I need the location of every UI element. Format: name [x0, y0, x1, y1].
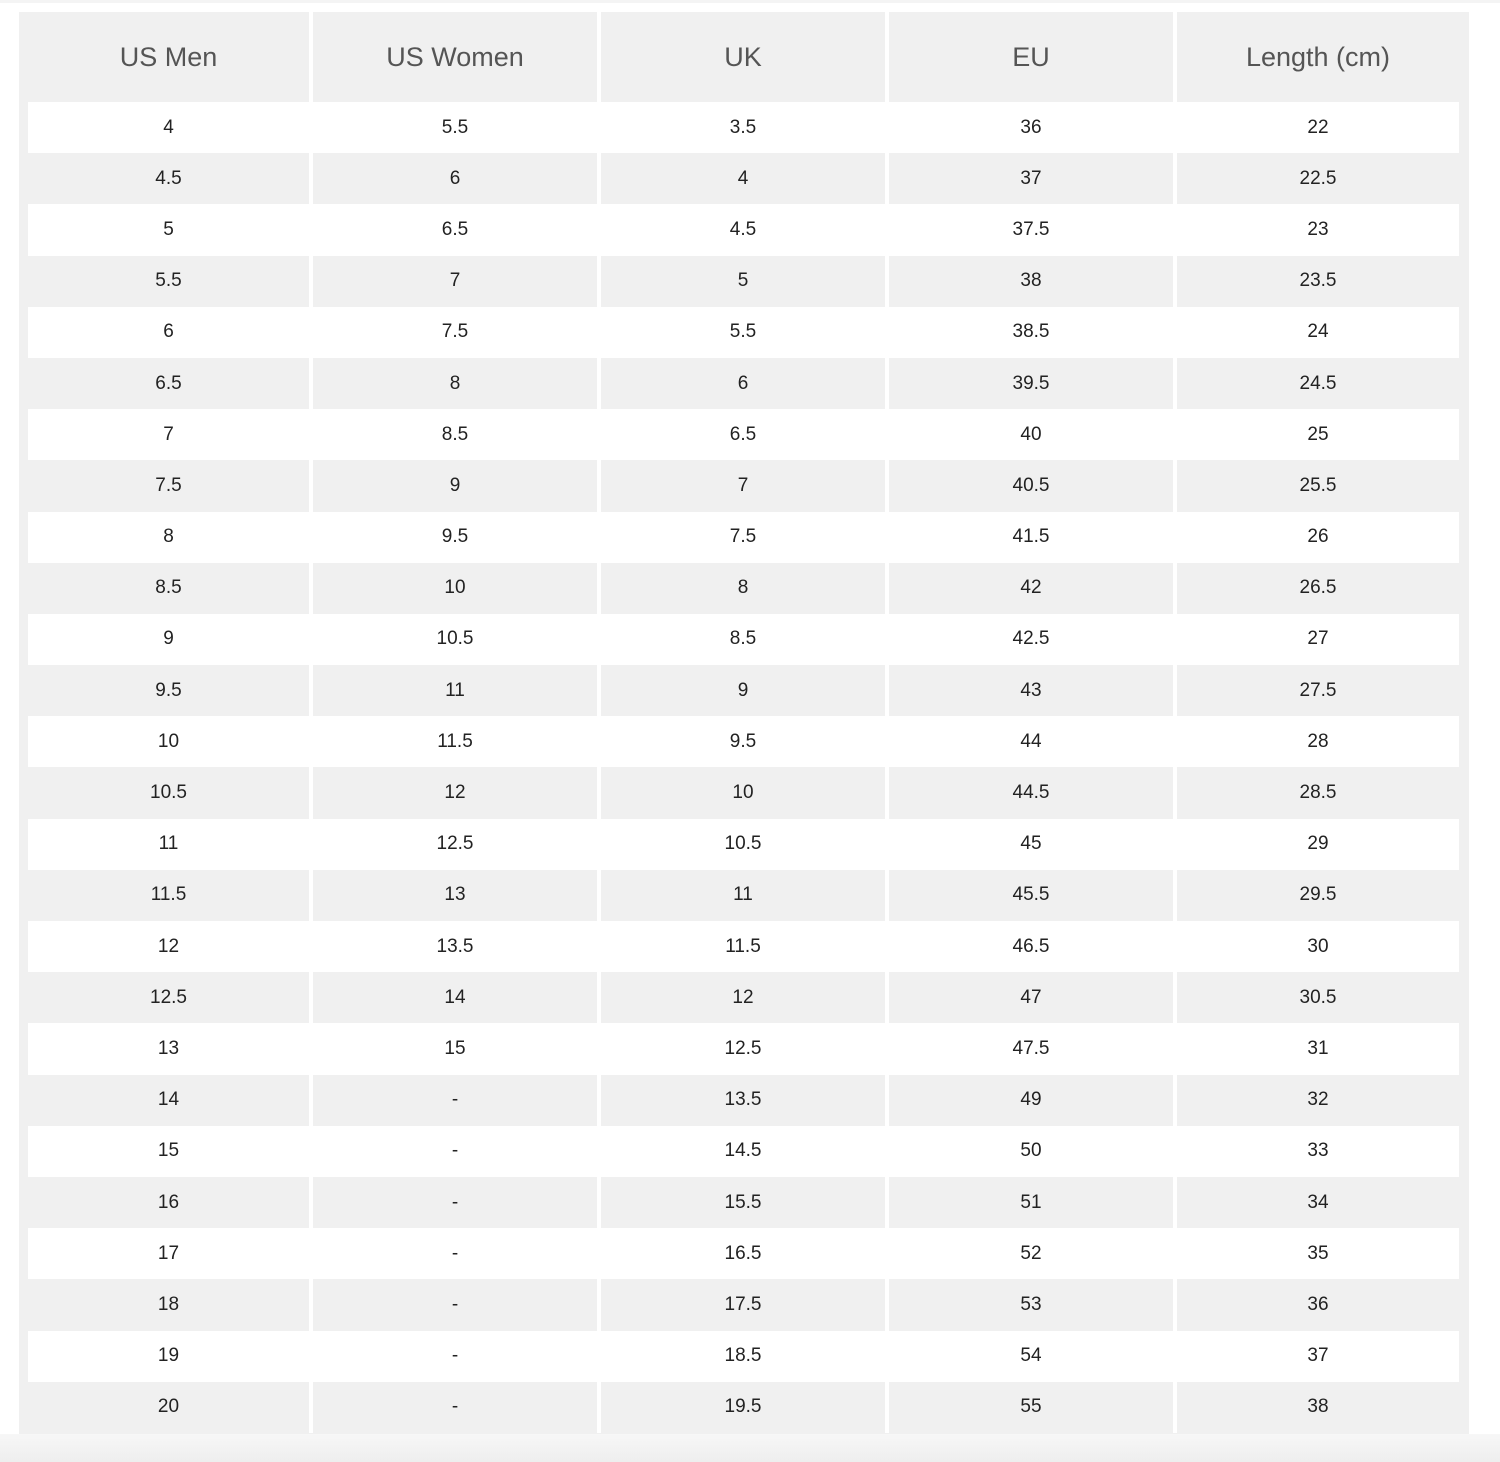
cell-us-women: 8: [313, 358, 601, 409]
cell-us-women: -: [313, 1331, 601, 1382]
cell-eu: 45.5: [889, 870, 1177, 921]
table-row: [28, 716, 1459, 767]
cell-eu: 38: [889, 256, 1177, 307]
table-row: [28, 1075, 1459, 1126]
cell-length: 27: [1177, 614, 1459, 665]
cell-eu: 37: [889, 153, 1177, 204]
cell-uk: 19.5: [601, 1382, 889, 1433]
cell-uk: 15.5: [601, 1177, 889, 1228]
cell-uk: 3.5: [601, 102, 889, 153]
cell-us-women: -: [313, 1177, 601, 1228]
cell-us-men: 14: [28, 1075, 313, 1126]
cell-eu: 40.5: [889, 460, 1177, 511]
cell-us-men: 16: [28, 1177, 313, 1228]
cell-uk: 16.5: [601, 1228, 889, 1279]
cell-length: 32: [1177, 1075, 1459, 1126]
cell-us-men: 13: [28, 1023, 313, 1074]
cell-us-men: 17: [28, 1228, 313, 1279]
cell-us-men: 7.5: [28, 460, 313, 511]
table-row: [28, 358, 1459, 409]
cell-uk: 5.5: [601, 307, 889, 358]
table-row: [28, 563, 1459, 614]
size-chart-table: [28, 12, 1459, 1433]
cell-us-women: 15: [313, 1023, 601, 1074]
cell-eu: 54: [889, 1331, 1177, 1382]
cell-length: 36: [1177, 1279, 1459, 1330]
cell-uk: 11: [601, 870, 889, 921]
column-header-length: Length (cm): [1177, 12, 1459, 102]
cell-us-women: 9.5: [313, 512, 601, 563]
cell-eu: 53: [889, 1279, 1177, 1330]
table-row: [28, 1331, 1459, 1382]
table-row: [28, 972, 1459, 1023]
table-row: [28, 409, 1459, 460]
cell-length: 28.5: [1177, 767, 1459, 818]
column-header-uk: UK: [601, 12, 889, 102]
cell-length: 26: [1177, 512, 1459, 563]
cell-uk: 7.5: [601, 512, 889, 563]
table-row: [28, 1382, 1459, 1433]
cell-us-men: 5: [28, 204, 313, 255]
cell-eu: 37.5: [889, 204, 1177, 255]
cell-length: 30.5: [1177, 972, 1459, 1023]
cell-uk: 7: [601, 460, 889, 511]
cell-eu: 52: [889, 1228, 1177, 1279]
cell-length: 22.5: [1177, 153, 1459, 204]
cell-us-men: 9.5: [28, 665, 313, 716]
cell-us-women: 13.5: [313, 921, 601, 972]
cell-us-men: 4: [28, 102, 313, 153]
cell-eu: 49: [889, 1075, 1177, 1126]
cell-us-men: 9: [28, 614, 313, 665]
cell-length: 22: [1177, 102, 1459, 153]
cell-us-men: 6.5: [28, 358, 313, 409]
cell-us-men: 11.5: [28, 870, 313, 921]
cell-us-women: 11: [313, 665, 601, 716]
cell-us-men: 8: [28, 512, 313, 563]
cell-length: 35: [1177, 1228, 1459, 1279]
column-header-us-men: US Men: [28, 12, 313, 102]
table-row: [28, 1023, 1459, 1074]
table-row: [28, 665, 1459, 716]
cell-eu: 43: [889, 665, 1177, 716]
cell-us-women: 14: [313, 972, 601, 1023]
cell-length: 26.5: [1177, 563, 1459, 614]
cell-us-women: 5.5: [313, 102, 601, 153]
cell-us-women: 12.5: [313, 819, 601, 870]
cell-eu: 45: [889, 819, 1177, 870]
cell-us-men: 12: [28, 921, 313, 972]
cell-us-women: -: [313, 1228, 601, 1279]
bottom-band: [0, 1434, 1500, 1462]
cell-us-women: 12: [313, 767, 601, 818]
cell-us-women: 10: [313, 563, 601, 614]
cell-length: 23.5: [1177, 256, 1459, 307]
cell-us-women: 6: [313, 153, 601, 204]
cell-us-women: 9: [313, 460, 601, 511]
cell-us-women: 6.5: [313, 204, 601, 255]
cell-us-men: 15: [28, 1126, 313, 1177]
cell-us-women: 7.5: [313, 307, 601, 358]
cell-eu: 55: [889, 1382, 1177, 1433]
cell-eu: 42.5: [889, 614, 1177, 665]
cell-length: 31: [1177, 1023, 1459, 1074]
cell-eu: 47: [889, 972, 1177, 1023]
table-row: [28, 1228, 1459, 1279]
table-row: [28, 819, 1459, 870]
table-row: [28, 921, 1459, 972]
cell-eu: 41.5: [889, 512, 1177, 563]
cell-us-women: 11.5: [313, 716, 601, 767]
cell-eu: 51: [889, 1177, 1177, 1228]
cell-us-men: 11: [28, 819, 313, 870]
cell-length: 25: [1177, 409, 1459, 460]
header-row: [28, 12, 1459, 102]
cell-uk: 18.5: [601, 1331, 889, 1382]
cell-eu: 44: [889, 716, 1177, 767]
column-header-us-women: US Women: [313, 12, 601, 102]
cell-length: 24: [1177, 307, 1459, 358]
cell-uk: 8.5: [601, 614, 889, 665]
cell-us-women: -: [313, 1279, 601, 1330]
cell-length: 30: [1177, 921, 1459, 972]
cell-uk: 12.5: [601, 1023, 889, 1074]
cell-eu: 38.5: [889, 307, 1177, 358]
cell-uk: 12: [601, 972, 889, 1023]
cell-length: 28: [1177, 716, 1459, 767]
cell-uk: 4.5: [601, 204, 889, 255]
cell-us-men: 8.5: [28, 563, 313, 614]
column-header-eu: EU: [889, 12, 1177, 102]
cell-us-men: 12.5: [28, 972, 313, 1023]
cell-us-women: -: [313, 1382, 601, 1433]
cell-eu: 36: [889, 102, 1177, 153]
cell-length: 29.5: [1177, 870, 1459, 921]
cell-us-women: 10.5: [313, 614, 601, 665]
cell-uk: 6: [601, 358, 889, 409]
cell-uk: 8: [601, 563, 889, 614]
cell-uk: 17.5: [601, 1279, 889, 1330]
top-divider: [0, 0, 1500, 3]
cell-uk: 10.5: [601, 819, 889, 870]
table-row: [28, 204, 1459, 255]
table-row: [28, 102, 1459, 153]
cell-eu: 50: [889, 1126, 1177, 1177]
size-chart-panel: [19, 12, 1469, 1434]
cell-us-women: 13: [313, 870, 601, 921]
table-row: [28, 1177, 1459, 1228]
cell-uk: 6.5: [601, 409, 889, 460]
cell-length: 33: [1177, 1126, 1459, 1177]
table-row: [28, 256, 1459, 307]
cell-uk: 5: [601, 256, 889, 307]
cell-eu: 47.5: [889, 1023, 1177, 1074]
table-row: [28, 153, 1459, 204]
cell-us-men: 10: [28, 716, 313, 767]
cell-us-men: 19: [28, 1331, 313, 1382]
cell-us-women: -: [313, 1075, 601, 1126]
table-row: [28, 614, 1459, 665]
table-row: [28, 460, 1459, 511]
cell-eu: 44.5: [889, 767, 1177, 818]
table-row: [28, 512, 1459, 563]
cell-us-women: 7: [313, 256, 601, 307]
cell-uk: 11.5: [601, 921, 889, 972]
cell-length: 25.5: [1177, 460, 1459, 511]
cell-uk: 9: [601, 665, 889, 716]
size-chart-body: [28, 102, 1459, 1433]
table-row: [28, 767, 1459, 818]
cell-uk: 9.5: [601, 716, 889, 767]
cell-eu: 46.5: [889, 921, 1177, 972]
cell-us-men: 20: [28, 1382, 313, 1433]
cell-us-men: 6: [28, 307, 313, 358]
cell-us-men: 5.5: [28, 256, 313, 307]
table-row: [28, 1126, 1459, 1177]
cell-length: 29: [1177, 819, 1459, 870]
cell-length: 34: [1177, 1177, 1459, 1228]
cell-length: 38: [1177, 1382, 1459, 1433]
cell-eu: 42: [889, 563, 1177, 614]
cell-us-men: 4.5: [28, 153, 313, 204]
cell-length: 37: [1177, 1331, 1459, 1382]
cell-eu: 40: [889, 409, 1177, 460]
cell-us-women: 8.5: [313, 409, 601, 460]
cell-us-men: 7: [28, 409, 313, 460]
cell-us-men: 18: [28, 1279, 313, 1330]
cell-uk: 4: [601, 153, 889, 204]
cell-eu: 39.5: [889, 358, 1177, 409]
table-row: [28, 307, 1459, 358]
cell-length: 23: [1177, 204, 1459, 255]
cell-uk: 14.5: [601, 1126, 889, 1177]
cell-length: 27.5: [1177, 665, 1459, 716]
cell-length: 24.5: [1177, 358, 1459, 409]
cell-us-men: 10.5: [28, 767, 313, 818]
table-row: [28, 1279, 1459, 1330]
cell-us-women: -: [313, 1126, 601, 1177]
cell-uk: 13.5: [601, 1075, 889, 1126]
table-row: [28, 870, 1459, 921]
cell-uk: 10: [601, 767, 889, 818]
